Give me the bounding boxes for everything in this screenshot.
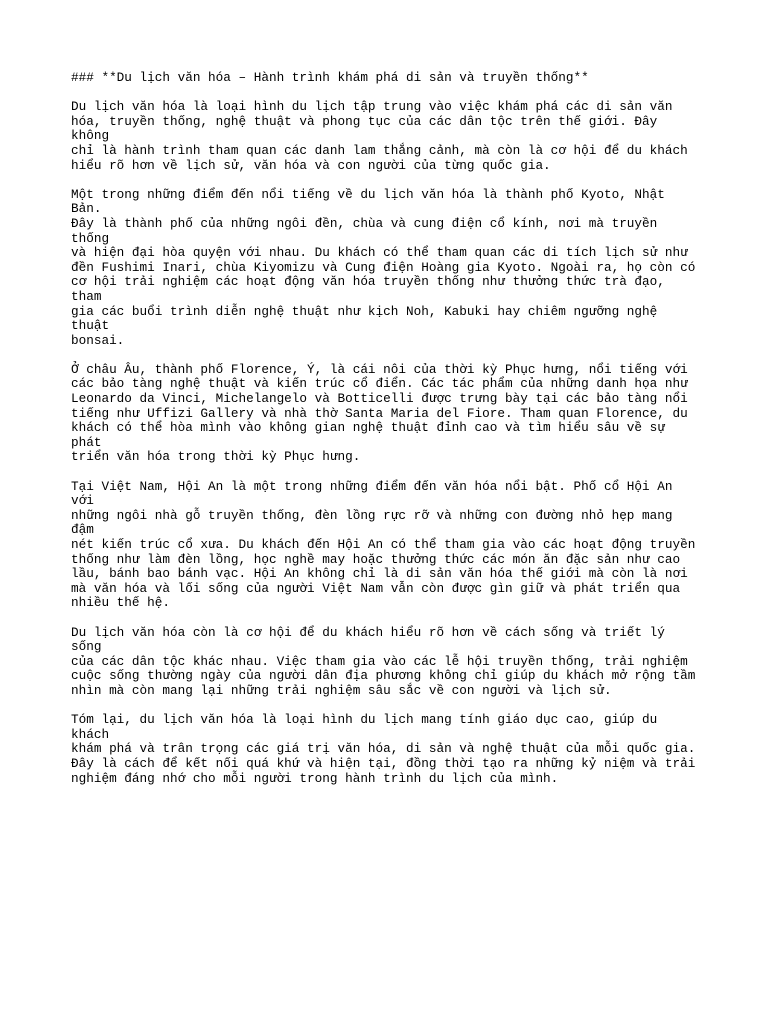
paragraph-florence: Ở châu Âu, thành phố Florence, Ý, là cái nôi của thời kỳ Phục hưng, nổi tiếng với các bảo tàng nghệ thuật và kiến trúc cổ điển. Các tác phẩm của những danh họa như Leonardo da Vinci, Michelangelo và Botticelli được trưng bày tại các bảo tàng nổi tiếng như Uffizi Gallery và nhà thờ Santa Maria del Fiore. Tham quan Florence, du khách có thể hòa mình vào không gian nghệ thuật đỉnh cao và tìm hiểu sâu về sự phát triển văn hóa trong thời kỳ Phục hưng. bbox=[71, 361, 688, 465]
document-title: ### **Du lịch văn hóa – Hành trình khám phá di sản và truyền thống** bbox=[71, 70, 589, 85]
paragraph-hoi-an: Tại Việt Nam, Hội An là một trong những điểm đến văn hóa nổi bật. Phố cổ Hội An với những ngôi nhà gỗ truyền thống, đèn lồng rực rỡ và những con đường nhỏ hẹp mang đậm nét kiến trúc cổ xưa. Du khách đến Hội An có thể tham gia vào các hoạt động truyền thống như làm đèn lồng, học nghề may hoặc thưởng thức các món ăn đặc sản như cao lầu, bánh bao bánh vạc. Hội An không chỉ là di sản văn hóa thế giới mà còn là nơi mà văn hóa và lối sống của người Việt Nam vẫn còn được gìn giữ và phát triển qua nhiều thế hệ. bbox=[71, 478, 696, 611]
paragraph-lifestyle: Du lịch văn hóa còn là cơ hội để du khách hiểu rõ hơn về cách sống và triết lý sống của các dân tộc khác nhau. Việc tham gia vào các lễ hội truyền thống, trải nghiệm cuộc sống thường ngày của người dân địa phương không chỉ giúp du khách mở rộng tầm nhìn mà còn mang lại những trải nghiệm sâu sắc về con người và lịch sử. bbox=[71, 624, 696, 698]
document-page bbox=[71, 71, 701, 801]
paragraph-kyoto: Một trong những điểm đến nổi tiếng về du lịch văn hóa là thành phố Kyoto, Nhật Bản. Đây là thành phố của những ngôi đền, chùa và cung điện cổ kính, nơi mà truyền thống và hiện đại hòa quyện với nhau. Du khách có thể tham quan các di tích lịch sử như đền Fushimi Inari, chùa Kiyomizu và Cung điện Hoàng gia Kyoto. Ngoài ra, họ còn có cơ hội trải nghiệm các hoạt động văn hóa truyền thống như thưởng thức trà đạo, tham gia các buổi trình diễn nghệ thuật như kịch Noh, Kabuki hay chiêm ngưỡng nghệ thuật bonsai. bbox=[71, 186, 696, 348]
paragraph-conclusion: Tóm lại, du lịch văn hóa là loại hình du lịch mang tính giáo dục cao, giúp du khách khám phá và trân trọng các giá trị văn hóa, di sản và nghệ thuật của mỗi quốc gia. Đây là cách để kết nối quá khứ và hiện tại, đồng thời tạo ra những kỷ niệm và trải nghiệm đáng nhớ cho mỗi người trong hành trình du lịch của mình. bbox=[71, 712, 696, 786]
paragraph-intro: Du lịch văn hóa là loại hình du lịch tập trung vào việc khám phá các di sản văn hóa, truyền thống, nghệ thuật và phong tục của các dân tộc trên thế giới. Đây không chỉ là hành trình tham quan các danh lam thắng cảnh, mà còn là cơ hội để du khách hiểu rõ hơn về lịch sử, văn hóa và con người của từng quốc gia. bbox=[71, 99, 688, 173]
